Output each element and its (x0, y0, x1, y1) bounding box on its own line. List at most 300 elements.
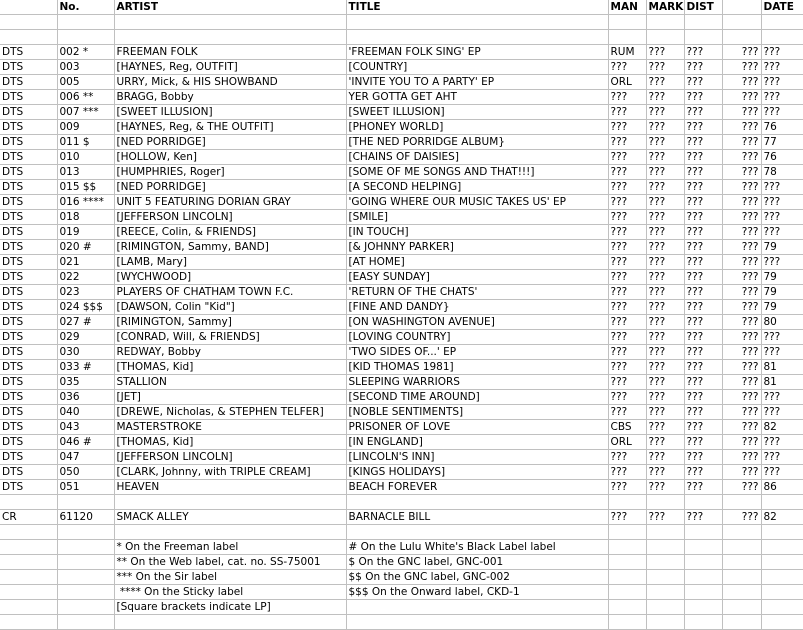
cell-date[interactable]: 77 (761, 135, 803, 150)
cell-man[interactable]: ??? (608, 210, 646, 225)
empty-cell[interactable] (646, 495, 684, 510)
cell-title[interactable]: [COUNTRY] (346, 60, 608, 75)
cell-date[interactable]: ??? (761, 345, 803, 360)
empty-cell[interactable] (722, 540, 761, 555)
cell-man[interactable]: ??? (608, 180, 646, 195)
cell-label[interactable]: DTS (0, 225, 57, 240)
empty-cell[interactable] (684, 525, 722, 540)
cell-no[interactable]: 016 **** (57, 195, 114, 210)
empty-cell[interactable] (684, 585, 722, 600)
cell-man[interactable]: ??? (608, 255, 646, 270)
cell-dist[interactable]: ??? (684, 60, 722, 75)
footnote-left[interactable]: **** On the Sticky label (114, 585, 346, 600)
cell-mark[interactable]: ??? (646, 360, 684, 375)
empty-cell[interactable] (57, 570, 114, 585)
empty-cell[interactable] (114, 495, 346, 510)
cell-dist[interactable]: ??? (684, 300, 722, 315)
header-day[interactable] (722, 0, 761, 15)
cell-artist[interactable]: [RIMINGTON, Sammy] (114, 315, 346, 330)
cell-mark[interactable]: ??? (646, 45, 684, 60)
empty-cell[interactable] (684, 495, 722, 510)
empty-cell[interactable] (608, 540, 646, 555)
cell-artist[interactable]: SMACK ALLEY (114, 510, 346, 525)
cell-day[interactable]: ??? (722, 345, 761, 360)
cell-dist[interactable]: ??? (684, 375, 722, 390)
empty-cell[interactable] (684, 15, 722, 30)
cell-artist[interactable]: [CONRAD, Will, & FRIENDS] (114, 330, 346, 345)
cell-title[interactable]: [LINCOLN'S INN] (346, 450, 608, 465)
cell-title[interactable]: [SECOND TIME AROUND] (346, 390, 608, 405)
cell-no[interactable]: 047 (57, 450, 114, 465)
cell-artist[interactable]: [JEFFERSON LINCOLN] (114, 450, 346, 465)
cell-no[interactable]: 019 (57, 225, 114, 240)
cell-man[interactable]: CBS (608, 420, 646, 435)
empty-cell[interactable] (346, 525, 608, 540)
cell-dist[interactable]: ??? (684, 240, 722, 255)
cell-label[interactable]: DTS (0, 135, 57, 150)
cell-artist[interactable]: UNIT 5 FEATURING DORIAN GRAY (114, 195, 346, 210)
cell-label[interactable]: DTS (0, 360, 57, 375)
cell-label[interactable]: DTS (0, 60, 57, 75)
cell-artist[interactable]: [DREWE, Nicholas, & STEPHEN TELFER] (114, 405, 346, 420)
cell-day[interactable]: ??? (722, 135, 761, 150)
cell-label[interactable]: DTS (0, 330, 57, 345)
cell-label[interactable]: DTS (0, 150, 57, 165)
cell-title[interactable]: [& JOHNNY PARKER] (346, 240, 608, 255)
cell-mark[interactable]: ??? (646, 375, 684, 390)
empty-cell[interactable] (722, 555, 761, 570)
cell-dist[interactable]: ??? (684, 465, 722, 480)
cell-artist[interactable]: BRAGG, Bobby (114, 90, 346, 105)
cell-date[interactable]: 79 (761, 240, 803, 255)
cell-man[interactable]: ??? (608, 225, 646, 240)
empty-cell[interactable] (0, 600, 57, 615)
cell-date[interactable]: ??? (761, 465, 803, 480)
cell-man[interactable]: ORL (608, 75, 646, 90)
empty-cell[interactable] (0, 540, 57, 555)
cell-no[interactable]: 036 (57, 390, 114, 405)
cell-no[interactable]: 033 # (57, 360, 114, 375)
footnote-left[interactable]: [Square brackets indicate LP] (114, 600, 346, 615)
cell-artist[interactable]: STALLION (114, 375, 346, 390)
cell-man[interactable]: ??? (608, 120, 646, 135)
footnote-right[interactable]: # On the Lulu White's Black Label label (346, 540, 608, 555)
cell-title[interactable]: BARNACLE BILL (346, 510, 608, 525)
cell-artist[interactable]: URRY, Mick, & HIS SHOWBAND (114, 75, 346, 90)
empty-cell[interactable] (684, 600, 722, 615)
cell-no[interactable]: 020 # (57, 240, 114, 255)
cell-artist[interactable]: FREEMAN FOLK (114, 45, 346, 60)
cell-title[interactable]: [THE NED PORRIDGE ALBUM} (346, 135, 608, 150)
cell-date[interactable]: ??? (761, 210, 803, 225)
empty-cell[interactable] (57, 600, 114, 615)
cell-day[interactable]: ??? (722, 180, 761, 195)
empty-cell[interactable] (684, 615, 722, 630)
cell-title[interactable]: [SOME OF ME SONGS AND THAT!!!] (346, 165, 608, 180)
empty-cell[interactable] (722, 570, 761, 585)
cell-day[interactable]: ??? (722, 255, 761, 270)
cell-label[interactable]: DTS (0, 210, 57, 225)
cell-man[interactable]: ??? (608, 375, 646, 390)
cell-artist[interactable]: [WYCHWOOD] (114, 270, 346, 285)
cell-man[interactable]: ??? (608, 165, 646, 180)
empty-cell[interactable] (722, 585, 761, 600)
empty-cell[interactable] (57, 615, 114, 630)
cell-artist[interactable]: [DAWSON, Colin "Kid"] (114, 300, 346, 315)
cell-date[interactable]: ??? (761, 105, 803, 120)
cell-no[interactable]: 015 $$ (57, 180, 114, 195)
cell-day[interactable]: ??? (722, 420, 761, 435)
cell-date[interactable]: ??? (761, 225, 803, 240)
cell-man[interactable]: ??? (608, 480, 646, 495)
cell-no[interactable]: 029 (57, 330, 114, 345)
cell-title[interactable]: 'RETURN OF THE CHATS' (346, 285, 608, 300)
cell-man[interactable]: ??? (608, 195, 646, 210)
cell-label[interactable]: DTS (0, 255, 57, 270)
empty-cell[interactable] (57, 585, 114, 600)
cell-dist[interactable]: ??? (684, 75, 722, 90)
cell-date[interactable]: 79 (761, 300, 803, 315)
cell-title[interactable]: [SMILE] (346, 210, 608, 225)
cell-day[interactable]: ??? (722, 60, 761, 75)
empty-cell[interactable] (346, 615, 608, 630)
cell-mark[interactable]: ??? (646, 60, 684, 75)
cell-mark[interactable]: ??? (646, 90, 684, 105)
empty-cell[interactable] (608, 495, 646, 510)
cell-date[interactable]: ??? (761, 195, 803, 210)
cell-man[interactable]: ??? (608, 405, 646, 420)
header-dist[interactable]: DIST (684, 0, 722, 15)
cell-artist[interactable]: REDWAY, Bobby (114, 345, 346, 360)
cell-no[interactable]: 005 (57, 75, 114, 90)
empty-cell[interactable] (684, 570, 722, 585)
cell-mark[interactable]: ??? (646, 270, 684, 285)
empty-cell[interactable] (608, 585, 646, 600)
cell-no[interactable]: 043 (57, 420, 114, 435)
cell-no[interactable]: 027 # (57, 315, 114, 330)
cell-no[interactable]: 040 (57, 405, 114, 420)
cell-artist[interactable]: [REECE, Colin, & FRIENDS] (114, 225, 346, 240)
cell-date[interactable]: ??? (761, 330, 803, 345)
cell-mark[interactable]: ??? (646, 210, 684, 225)
empty-cell[interactable] (761, 585, 803, 600)
empty-cell[interactable] (608, 600, 646, 615)
footnote-left[interactable]: ** On the Web label, cat. no. SS-75001 (114, 555, 346, 570)
cell-man[interactable]: ??? (608, 60, 646, 75)
cell-label[interactable]: DTS (0, 405, 57, 420)
cell-man[interactable]: ??? (608, 135, 646, 150)
cell-day[interactable]: ??? (722, 450, 761, 465)
cell-date[interactable]: ??? (761, 255, 803, 270)
empty-cell[interactable] (0, 585, 57, 600)
cell-mark[interactable]: ??? (646, 480, 684, 495)
cell-artist[interactable]: [NED PORRIDGE] (114, 180, 346, 195)
cell-day[interactable]: ??? (722, 480, 761, 495)
cell-title[interactable]: [AT HOME] (346, 255, 608, 270)
cell-no[interactable]: 011 $ (57, 135, 114, 150)
cell-no[interactable]: 007 *** (57, 105, 114, 120)
cell-label[interactable]: DTS (0, 345, 57, 360)
cell-dist[interactable]: ??? (684, 150, 722, 165)
empty-cell[interactable] (646, 555, 684, 570)
empty-cell[interactable] (722, 525, 761, 540)
cell-label[interactable]: DTS (0, 390, 57, 405)
cell-label[interactable]: DTS (0, 315, 57, 330)
empty-cell[interactable] (646, 585, 684, 600)
cell-dist[interactable]: ??? (684, 360, 722, 375)
cell-dist[interactable]: ??? (684, 435, 722, 450)
empty-cell[interactable] (0, 555, 57, 570)
cell-date[interactable]: 76 (761, 120, 803, 135)
empty-cell[interactable] (346, 15, 608, 30)
cell-date[interactable]: 86 (761, 480, 803, 495)
cell-title[interactable]: PRISONER OF LOVE (346, 420, 608, 435)
cell-day[interactable]: ??? (722, 225, 761, 240)
cell-dist[interactable]: ??? (684, 180, 722, 195)
empty-cell[interactable] (346, 30, 608, 45)
empty-cell[interactable] (608, 525, 646, 540)
empty-cell[interactable] (114, 30, 346, 45)
cell-date[interactable]: ??? (761, 45, 803, 60)
cell-label[interactable]: DTS (0, 450, 57, 465)
cell-dist[interactable]: ??? (684, 210, 722, 225)
cell-date[interactable]: ??? (761, 180, 803, 195)
cell-mark[interactable]: ??? (646, 330, 684, 345)
cell-mark[interactable]: ??? (646, 225, 684, 240)
cell-label[interactable]: DTS (0, 165, 57, 180)
cell-day[interactable]: ??? (722, 375, 761, 390)
cell-date[interactable]: ??? (761, 405, 803, 420)
empty-cell[interactable] (114, 615, 346, 630)
cell-man[interactable]: ??? (608, 360, 646, 375)
cell-no[interactable]: 023 (57, 285, 114, 300)
cell-artist[interactable]: [RIMINGTON, Sammy, BAND] (114, 240, 346, 255)
cell-artist[interactable]: HEAVEN (114, 480, 346, 495)
cell-title[interactable]: [KINGS HOLIDAYS] (346, 465, 608, 480)
cell-date[interactable]: ??? (761, 75, 803, 90)
cell-mark[interactable]: ??? (646, 75, 684, 90)
empty-cell[interactable] (761, 600, 803, 615)
cell-artist[interactable]: [HAYNES, Reg, & THE OUTFIT] (114, 120, 346, 135)
cell-title[interactable]: [SWEET ILLUSION] (346, 105, 608, 120)
cell-label[interactable]: CR (0, 510, 57, 525)
empty-cell[interactable] (684, 555, 722, 570)
cell-artist[interactable]: [CLARK, Johnny, with TRIPLE CREAM] (114, 465, 346, 480)
cell-day[interactable]: ??? (722, 330, 761, 345)
empty-cell[interactable] (722, 615, 761, 630)
footnote-left[interactable]: *** On the Sir label (114, 570, 346, 585)
empty-cell[interactable] (0, 570, 57, 585)
cell-dist[interactable]: ??? (684, 510, 722, 525)
cell-no[interactable]: 61120 (57, 510, 114, 525)
cell-label[interactable]: DTS (0, 45, 57, 60)
cell-mark[interactable]: ??? (646, 345, 684, 360)
cell-date[interactable]: 82 (761, 510, 803, 525)
cell-date[interactable]: 80 (761, 315, 803, 330)
cell-date[interactable]: 79 (761, 270, 803, 285)
footnote-left[interactable]: * On the Freeman label (114, 540, 346, 555)
cell-artist[interactable]: [HUMPHRIES, Roger] (114, 165, 346, 180)
cell-dist[interactable]: ??? (684, 345, 722, 360)
cell-no[interactable]: 013 (57, 165, 114, 180)
cell-no[interactable]: 003 (57, 60, 114, 75)
cell-mark[interactable]: ??? (646, 120, 684, 135)
cell-artist[interactable]: [THOMAS, Kid] (114, 435, 346, 450)
cell-mark[interactable]: ??? (646, 135, 684, 150)
empty-cell[interactable] (722, 15, 761, 30)
cell-dist[interactable]: ??? (684, 480, 722, 495)
cell-dist[interactable]: ??? (684, 390, 722, 405)
cell-label[interactable]: DTS (0, 480, 57, 495)
cell-mark[interactable]: ??? (646, 300, 684, 315)
cell-artist[interactable]: PLAYERS OF CHATHAM TOWN F.C. (114, 285, 346, 300)
cell-title[interactable]: [LOVING COUNTRY] (346, 330, 608, 345)
cell-day[interactable]: ??? (722, 75, 761, 90)
empty-cell[interactable] (761, 30, 803, 45)
cell-artist[interactable]: [JET] (114, 390, 346, 405)
cell-title[interactable]: 'GOING WHERE OUR MUSIC TAKES US' EP (346, 195, 608, 210)
cell-label[interactable]: DTS (0, 240, 57, 255)
empty-cell[interactable] (646, 15, 684, 30)
cell-title[interactable]: 'FREEMAN FOLK SING' EP (346, 45, 608, 60)
cell-label[interactable]: DTS (0, 420, 57, 435)
header-title[interactable]: TITLE (346, 0, 608, 15)
empty-cell[interactable] (646, 615, 684, 630)
cell-title[interactable]: [FINE AND DANDY} (346, 300, 608, 315)
cell-label[interactable]: DTS (0, 90, 57, 105)
cell-day[interactable]: ??? (722, 195, 761, 210)
cell-title[interactable]: [ON WASHINGTON AVENUE] (346, 315, 608, 330)
cell-dist[interactable]: ??? (684, 135, 722, 150)
cell-day[interactable]: ??? (722, 285, 761, 300)
empty-cell[interactable] (646, 600, 684, 615)
cell-dist[interactable]: ??? (684, 405, 722, 420)
cell-mark[interactable]: ??? (646, 510, 684, 525)
cell-man[interactable]: ??? (608, 330, 646, 345)
empty-cell[interactable] (761, 615, 803, 630)
cell-mark[interactable]: ??? (646, 450, 684, 465)
cell-man[interactable]: ??? (608, 270, 646, 285)
empty-cell[interactable] (761, 555, 803, 570)
cell-dist[interactable]: ??? (684, 45, 722, 60)
cell-mark[interactable]: ??? (646, 150, 684, 165)
cell-date[interactable]: 79 (761, 285, 803, 300)
cell-title[interactable]: BEACH FOREVER (346, 480, 608, 495)
empty-cell[interactable] (684, 540, 722, 555)
cell-dist[interactable]: ??? (684, 225, 722, 240)
empty-cell[interactable] (114, 15, 346, 30)
cell-label[interactable]: DTS (0, 375, 57, 390)
empty-cell[interactable] (722, 30, 761, 45)
cell-date[interactable]: ??? (761, 60, 803, 75)
cell-dist[interactable]: ??? (684, 105, 722, 120)
cell-dist[interactable]: ??? (684, 120, 722, 135)
cell-title[interactable]: [KID THOMAS 1981] (346, 360, 608, 375)
cell-date[interactable]: ??? (761, 435, 803, 450)
cell-dist[interactable]: ??? (684, 165, 722, 180)
cell-mark[interactable]: ??? (646, 315, 684, 330)
empty-cell[interactable] (761, 495, 803, 510)
cell-label[interactable]: DTS (0, 435, 57, 450)
empty-cell[interactable] (0, 615, 57, 630)
cell-day[interactable]: ??? (722, 150, 761, 165)
footnote-right[interactable]: $$$ On the Onward label, CKD-1 (346, 585, 608, 600)
header-date[interactable]: DATE (761, 0, 803, 15)
empty-cell[interactable] (57, 30, 114, 45)
cell-day[interactable]: ??? (722, 165, 761, 180)
cell-day[interactable]: ??? (722, 45, 761, 60)
cell-no[interactable]: 051 (57, 480, 114, 495)
cell-title[interactable]: SLEEPING WARRIORS (346, 375, 608, 390)
cell-day[interactable]: ??? (722, 270, 761, 285)
cell-no[interactable]: 021 (57, 255, 114, 270)
cell-title[interactable]: 'INVITE YOU TO A PARTY' EP (346, 75, 608, 90)
empty-cell[interactable] (684, 30, 722, 45)
cell-label[interactable]: DTS (0, 465, 57, 480)
cell-dist[interactable]: ??? (684, 255, 722, 270)
cell-no[interactable]: 010 (57, 150, 114, 165)
cell-day[interactable]: ??? (722, 510, 761, 525)
cell-mark[interactable]: ??? (646, 390, 684, 405)
cell-man[interactable]: ??? (608, 150, 646, 165)
cell-mark[interactable]: ??? (646, 180, 684, 195)
cell-date[interactable]: ??? (761, 390, 803, 405)
cell-dist[interactable]: ??? (684, 420, 722, 435)
cell-man[interactable]: ??? (608, 300, 646, 315)
cell-artist[interactable]: [THOMAS, Kid] (114, 360, 346, 375)
cell-mark[interactable]: ??? (646, 465, 684, 480)
footnote-right[interactable]: $ On the GNC label, GNC-001 (346, 555, 608, 570)
cell-no[interactable]: 024 $$$ (57, 300, 114, 315)
cell-man[interactable]: ??? (608, 345, 646, 360)
cell-man[interactable]: ??? (608, 240, 646, 255)
cell-dist[interactable]: ??? (684, 270, 722, 285)
cell-no[interactable]: 035 (57, 375, 114, 390)
cell-mark[interactable]: ??? (646, 165, 684, 180)
cell-date[interactable]: 76 (761, 150, 803, 165)
cell-mark[interactable]: ??? (646, 405, 684, 420)
cell-date[interactable]: 82 (761, 420, 803, 435)
cell-title[interactable]: YER GOTTA GET AHT (346, 90, 608, 105)
header-mark[interactable]: MARK (646, 0, 684, 15)
cell-man[interactable]: ??? (608, 450, 646, 465)
cell-title[interactable]: 'TWO SIDES OF...' EP (346, 345, 608, 360)
cell-no[interactable]: 022 (57, 270, 114, 285)
empty-cell[interactable] (646, 570, 684, 585)
cell-day[interactable]: ??? (722, 315, 761, 330)
cell-mark[interactable]: ??? (646, 255, 684, 270)
cell-man[interactable]: ??? (608, 285, 646, 300)
cell-date[interactable]: ??? (761, 90, 803, 105)
empty-cell[interactable] (0, 30, 57, 45)
cell-label[interactable]: DTS (0, 120, 57, 135)
cell-man[interactable]: RUM (608, 45, 646, 60)
empty-cell[interactable] (57, 15, 114, 30)
header-man[interactable]: MAN (608, 0, 646, 15)
cell-title[interactable]: [EASY SUNDAY] (346, 270, 608, 285)
cell-no[interactable]: 009 (57, 120, 114, 135)
cell-artist[interactable]: [LAMB, Mary] (114, 255, 346, 270)
header-no[interactable]: No. (57, 0, 114, 15)
cell-man[interactable]: ??? (608, 465, 646, 480)
header-artist[interactable]: ARTIST (114, 0, 346, 15)
cell-title[interactable]: [IN TOUCH] (346, 225, 608, 240)
cell-man[interactable]: ??? (608, 315, 646, 330)
cell-man[interactable]: ??? (608, 90, 646, 105)
empty-cell[interactable] (346, 495, 608, 510)
cell-day[interactable]: ??? (722, 465, 761, 480)
cell-day[interactable]: ??? (722, 405, 761, 420)
